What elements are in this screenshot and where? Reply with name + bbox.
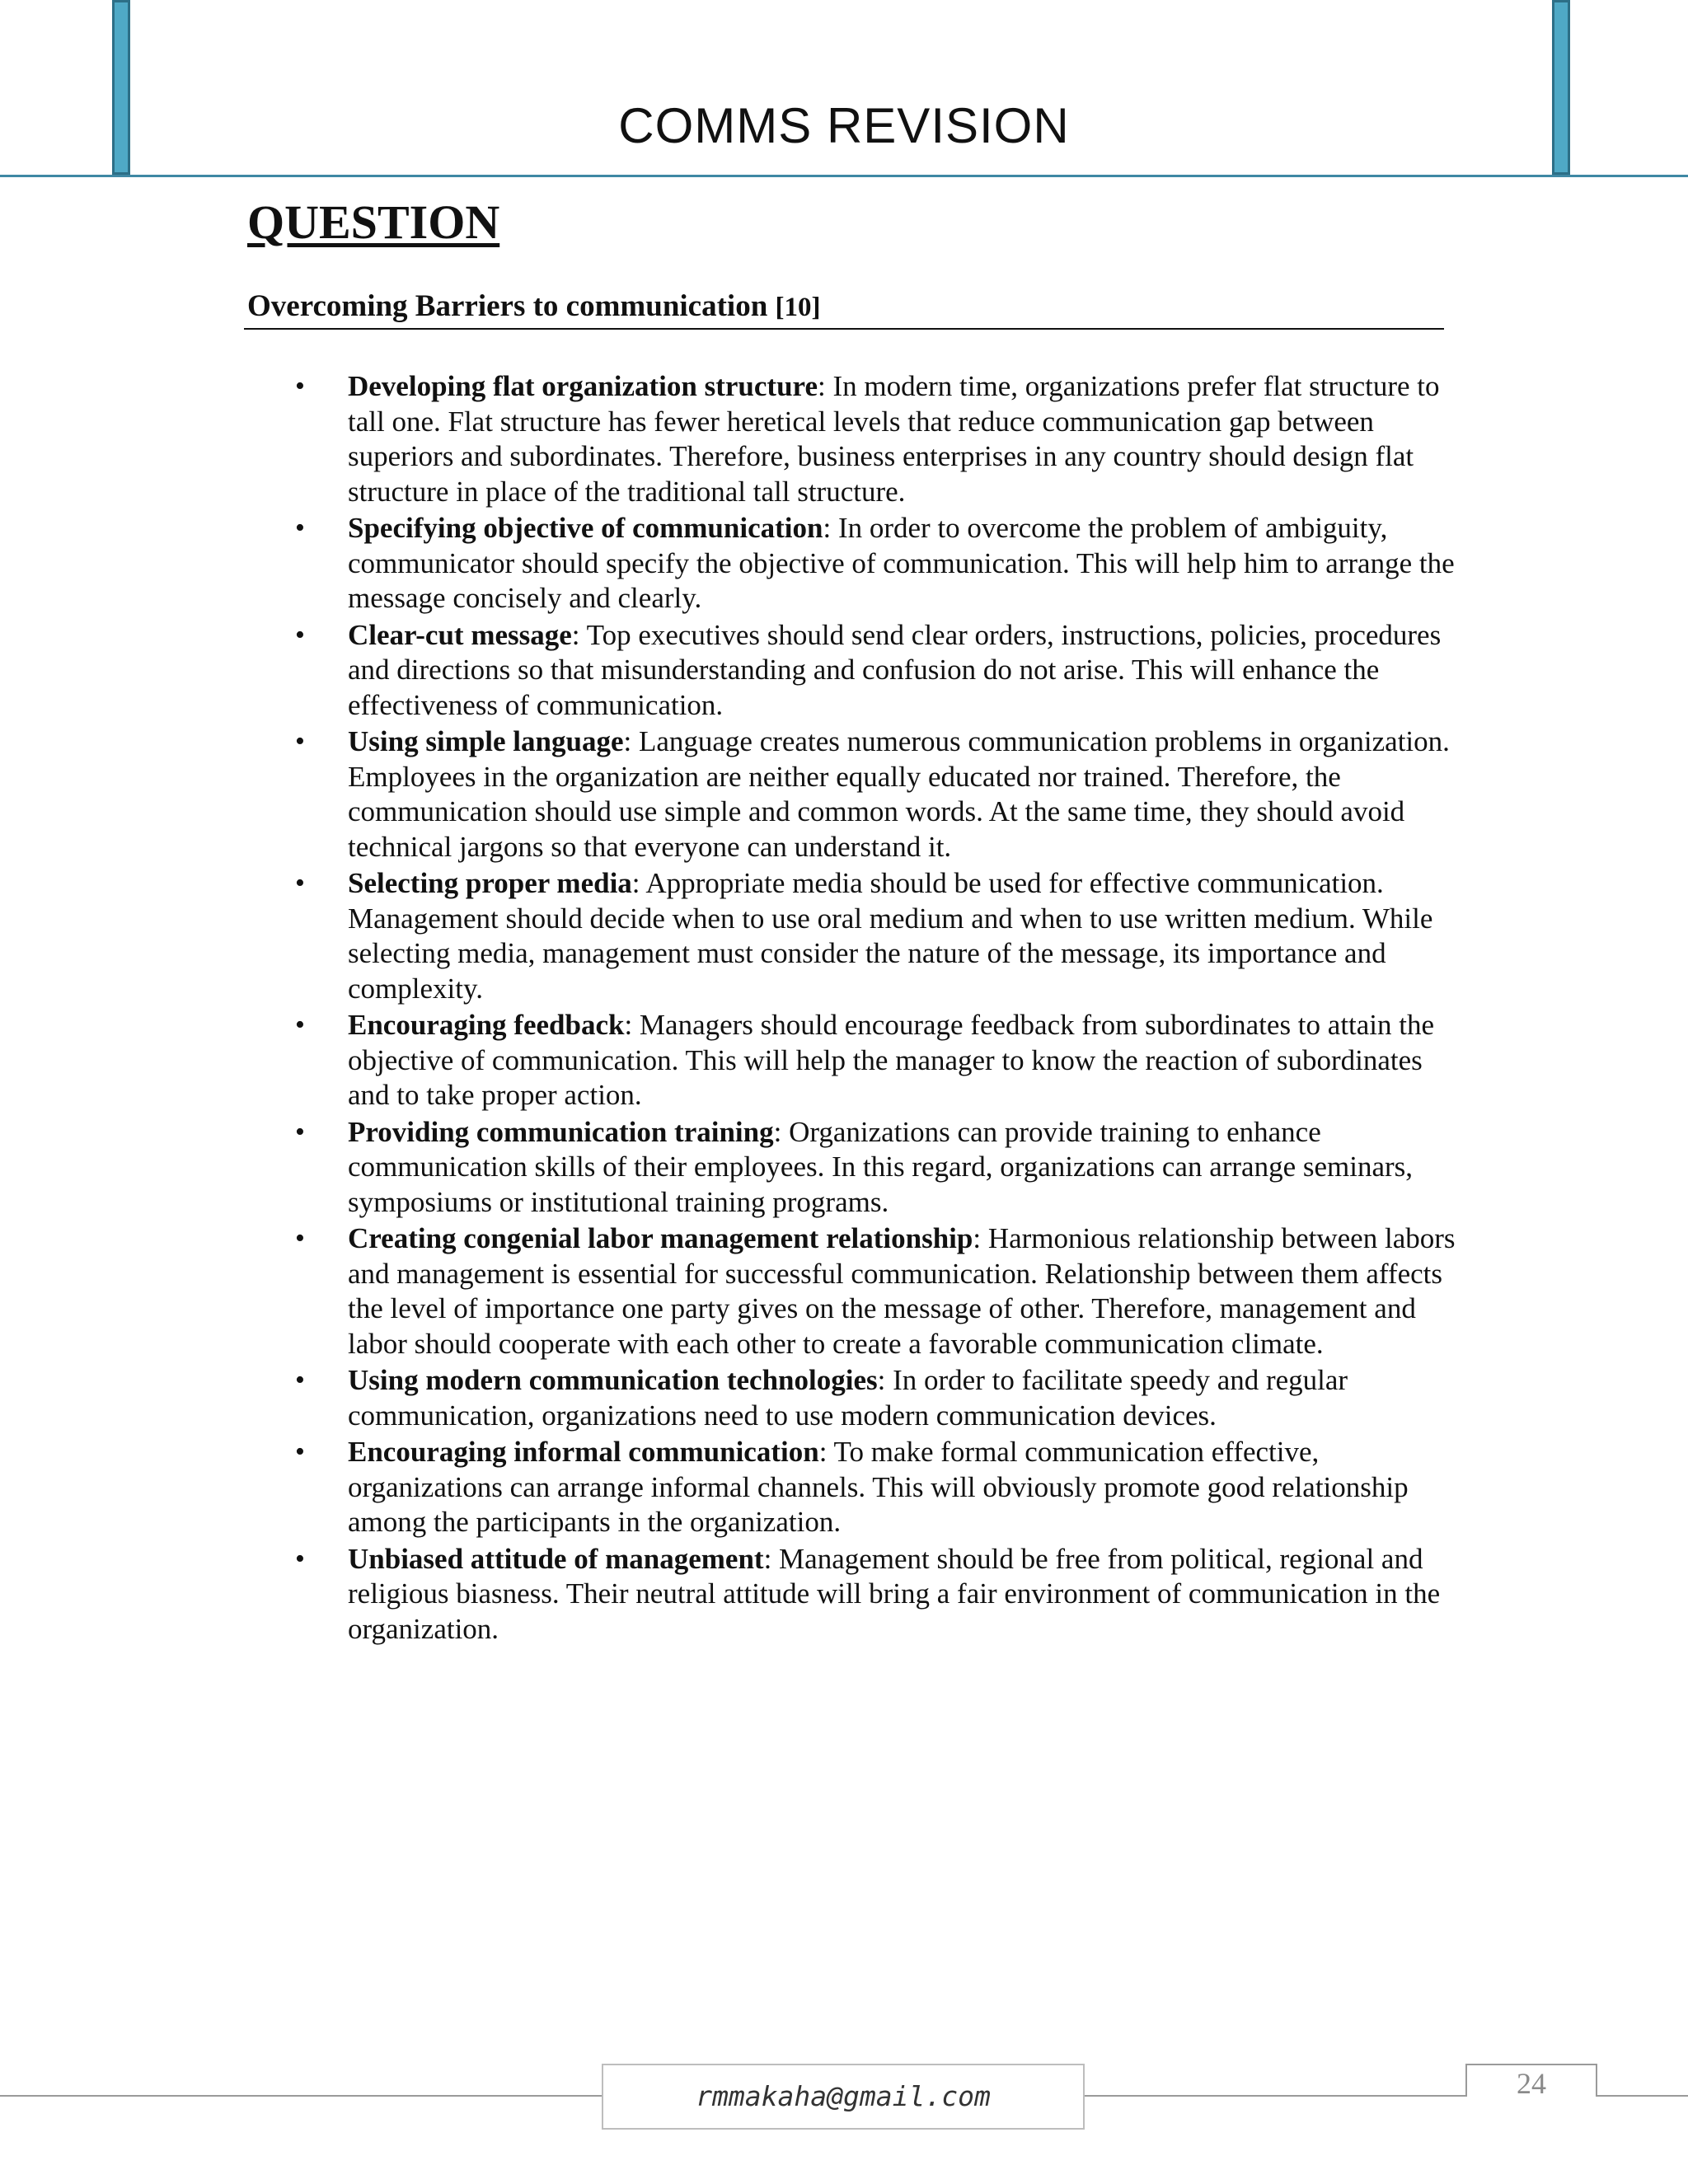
list-item [247, 724, 1459, 865]
list-item [247, 1363, 1459, 1433]
bullet-icon: • [295, 1116, 305, 1147]
point-term: Clear-cut message [348, 618, 572, 651]
point-text: : In order to facilitate speedy and regular communication, organizations need to use modern communication devices. [348, 1364, 1348, 1432]
bullet-icon: • [295, 513, 305, 543]
list-item [247, 369, 1459, 509]
point-term: Encouraging informal communication [348, 1436, 819, 1468]
barrier-points-list [247, 369, 1459, 1648]
question-heading: QUESTION [247, 195, 500, 249]
section-title-text: Overcoming Barriers to communication [247, 289, 768, 323]
list-item [247, 866, 1459, 1006]
point-term: Using modern communication technologies [348, 1364, 878, 1396]
bullet-icon: • [295, 371, 305, 401]
point-text: : In order to overcome the problem of ambiguity, communicator should specify the objective of communication. This will help him to arrange the message concisely and clearly. [348, 512, 1455, 614]
list-item [247, 618, 1459, 724]
list-item [247, 1008, 1459, 1113]
section-title [247, 288, 1442, 330]
bullet-icon: • [295, 868, 305, 898]
bullet-icon: • [295, 1436, 305, 1467]
point-term: Providing communication training [348, 1115, 774, 1148]
list-item [247, 1221, 1459, 1361]
footer-rule-left [0, 2095, 602, 2097]
point-term: Selecting proper media [348, 867, 632, 899]
point-text: : Management should be free from political, regional and religious biasness. Their neutral attitude will bring a fair environment of communication in the organization. [348, 1542, 1441, 1645]
point-term: Using simple language [348, 725, 624, 757]
page-number: 24 [1517, 2067, 1546, 2100]
header-rule [0, 175, 1688, 177]
list-item [247, 1115, 1459, 1221]
point-term: Developing flat organization structure [348, 370, 818, 402]
bullet-icon: • [295, 1365, 305, 1395]
list-item [247, 511, 1459, 616]
footer-rule-middle [1085, 2095, 1465, 2097]
bullet-icon: • [295, 1223, 305, 1254]
point-text: : In modern time, organizations prefer flat structure to tall one. Flat structure has fewer heretical levels that reduce communication gap between superiors and subordinates. Therefore, business enterprises in any country should design flat structure in place of the traditional tall structure. [348, 370, 1440, 508]
point-term: Encouraging feedback [348, 1009, 625, 1041]
point-text: : To make formal communication effective, organizations can arrange informal channels. This will obviously promote good relationship among the participants in the organization. [348, 1436, 1409, 1538]
point-text: : Appropriate media should be used for effective communication. Management should decide when to use oral medium and when to use written medium. While selecting media, management must consider the nature of the message, its importance and complexity. [348, 867, 1433, 1005]
point-text: : Language creates numerous communication problems in organization. Employees in the organization are neither equally educated nor trained. Therefore, the communication should use simple and common words. At the same time, they should avoid technical jargons so that everyone can understand it. [348, 725, 1450, 863]
section-underline [244, 328, 1444, 330]
list-item [247, 1542, 1459, 1647]
point-text: : Managers should encourage feedback from subordinates to attain the objective of communication. This will help the manager to know the reaction of subordinates and to take proper action. [348, 1009, 1435, 1111]
bullet-icon: • [295, 726, 305, 757]
footer-email: rmmakaha@gmail.com [602, 2064, 1085, 2130]
point-text: : Top executives should send clear orders, instructions, policies, procedures and directions so that misunderstanding and confusion do not arise. This will enhance the effectiveness of communication. [348, 618, 1442, 721]
point-term: Specifying objective of communication [348, 512, 823, 544]
bullet-icon: • [295, 1543, 305, 1574]
point-text: : Organizations can provide training to enhance communication skills of their employees. In this regard, organizations can arrange seminars, symposiums or institutional training programs. [348, 1115, 1414, 1218]
document-header-title: COMMS REVISION [618, 98, 1070, 153]
point-term: Creating congenial labor management relationship [348, 1222, 973, 1254]
bullet-icon: • [295, 619, 305, 650]
list-item [247, 1435, 1459, 1540]
point-term: Unbiased attitude of management [348, 1542, 764, 1575]
bullet-icon: • [295, 1010, 305, 1040]
point-text: : Harmonious relationship between labors and management is essential for successful communication. Relationship between them affects the level of importance one party gives on the message of other. Therefore, management and labor should cooperate with each other to create a favorable communication climate. [348, 1222, 1456, 1360]
section-marks: [10] [775, 293, 821, 322]
footer-rule-right [1597, 2095, 1688, 2097]
